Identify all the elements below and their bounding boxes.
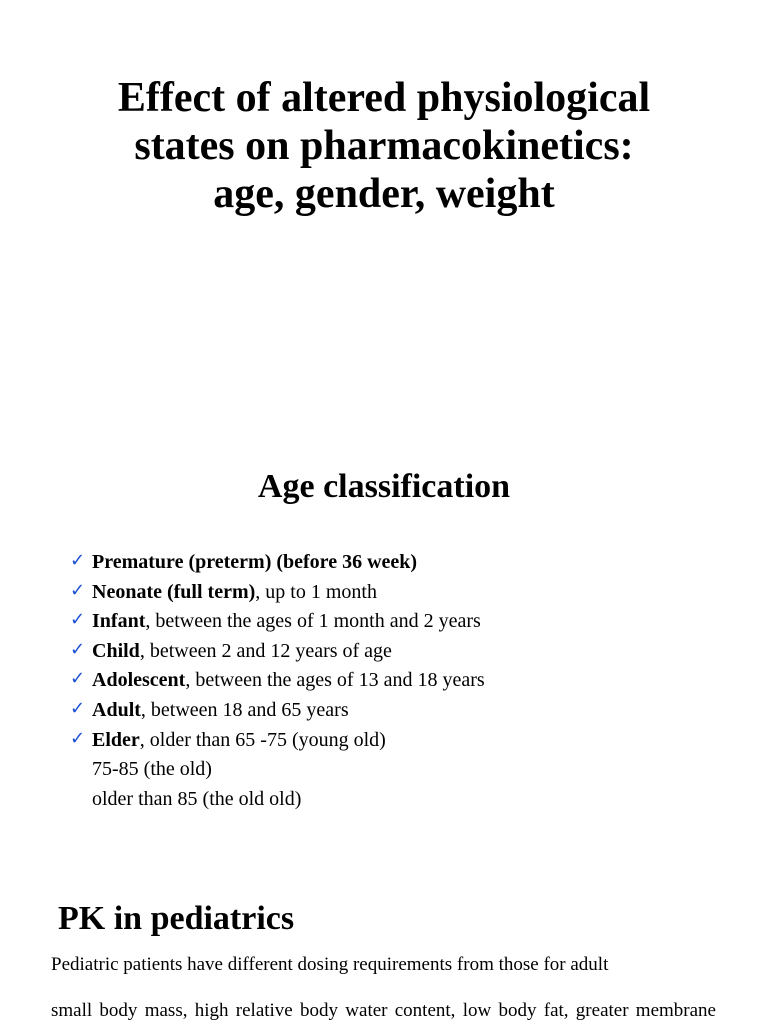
list-item-text: , between the ages of 1 month and 2 years (145, 610, 481, 633)
check-icon: ✓ (70, 638, 86, 660)
page-title (0, 74, 768, 218)
list-item-term: Adult (92, 698, 141, 721)
list-item (70, 637, 485, 667)
list-item (70, 666, 485, 696)
elder-sub-line: 75-85 (the old) (92, 758, 212, 781)
check-icon: ✓ (70, 697, 86, 719)
list-item-term: Neonate (full term) (92, 580, 256, 603)
age-classification-list (70, 548, 485, 814)
pk-paragraph-1: Pediatric patients have different dosing requirements from those for adult (51, 954, 609, 975)
list-item-text: , between 2 and 12 years of age (139, 639, 392, 662)
pk-paragraph-2: small body mass, high relative body water content, low body fat, greater membrane (51, 1000, 716, 1021)
elder-sub-line: older than 85 (the old old) (92, 787, 302, 810)
list-item-text: , older than 65 -75 (young old) (139, 728, 386, 751)
pk-pediatrics-heading: PK in pediatrics (58, 900, 295, 937)
list-item (70, 726, 485, 756)
list-item-text: , between the ages of 13 and 18 years (185, 669, 485, 692)
list-item-term: Infant (92, 610, 146, 633)
check-icon: ✓ (70, 579, 86, 601)
check-icon: ✓ (70, 550, 86, 571)
list-item-text: , up to 1 month (255, 580, 377, 603)
list-item-term: Premature (preterm) (before 36 week) (92, 551, 418, 573)
check-icon: ✓ (70, 727, 86, 749)
list-item (70, 578, 485, 608)
page-title-line-3: age, gender, weight (213, 171, 555, 217)
check-icon: ✓ (70, 668, 86, 690)
list-item (70, 548, 485, 578)
list-item (70, 696, 485, 726)
page-title-line-2: states on pharmacokinetics: (134, 123, 634, 169)
check-icon: ✓ (70, 609, 86, 631)
age-classification-heading: Age classification (257, 468, 511, 505)
list-item-text: , between 18 and 65 years (140, 698, 349, 721)
list-item-term: Adolescent (92, 669, 186, 692)
list-item (70, 607, 485, 637)
list-item-term: Child (92, 639, 140, 662)
page-title-line-1: Effect of altered physiological (117, 75, 651, 121)
list-item-term: Elder (92, 728, 140, 751)
